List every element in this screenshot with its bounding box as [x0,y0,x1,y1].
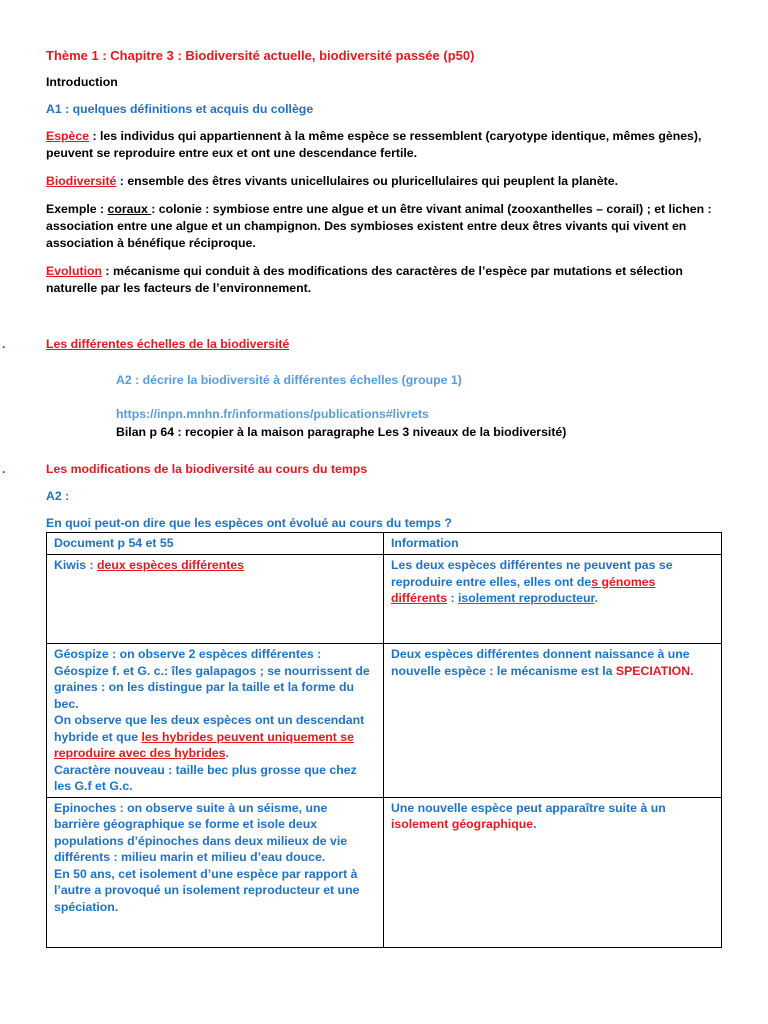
speciation-term: SPECIATION [615,663,691,678]
cell-epinoches-info [384,797,722,947]
term-coraux: coraux [107,202,152,216]
speciation-dot: . [690,663,694,678]
geospize-hybride-text: On observe que les deux espèces ont un descendant hybride et que [54,713,365,744]
documents-table [46,532,722,948]
kiwis-info-genomes: s génomes différents [391,574,656,605]
section2-question: En quoi peut-on dire que les espèces ont évolué au cours du temps ? [46,516,452,530]
intro-heading: Introduction [46,75,118,89]
section1-a2: A2 : décrire la biodiversité à différentes échelles (groupe 1) [116,373,462,387]
term-evolution: Evolution [46,264,103,278]
definition-evolution-text: : mécanisme qui conduit à des modifications des caractères de l’espèce par mutations et sélection naturelle par les facteurs de l’environnement. [46,264,683,295]
chapter-title: Thème 1 : Chapitre 3 : Biodiversité actuelle, biodiversité passée (p50) [46,48,475,63]
cell-geospize [47,644,384,798]
definition-biodiversite [46,173,726,190]
table-row [47,555,722,644]
cell-kiwis [47,555,384,644]
example-text: : colonie : symbiose entre une algue et un être vivant animal (zooxanthelles – corail) ; et lichen : association entre une algue et un champignon. Des symbioses existent entre deux êtres vivants qui vivent en association à bénéfique réciproque. [46,202,712,250]
section2-title: Les modifications de la biodiversité au cours du temps [46,462,368,476]
cell-epinoches [47,797,384,947]
section1-marker: . [2,337,6,351]
section2-a2: A2 : [46,489,70,503]
geographic-term: isolement géographique [391,817,534,831]
geospize-hybride-dot: . [225,746,229,760]
kiwis-info-colon: : [447,591,458,605]
example-label: Exemple : [46,202,108,216]
epinoches-isolement: En 50 ans, cet isolement d’une espèce par rapport à l’autre a provoqué un isolement reproducteur et une spéciation. [54,866,360,914]
term-espece: Espèce [46,129,90,143]
geographic-text: Une nouvelle espèce peut apparaître suite à un [391,800,666,815]
definition-biodiversite-text: : ensemble des êtres vivants unicellulaires ou pluricellulaires qui peuplent la planète. [116,174,618,188]
cell-kiwis-info [384,555,722,644]
kiwis-info-isolement: isolement reproducteur [457,591,595,605]
geospize-caractere: Caractère nouveau : taille bec plus grosse que chez les G.f et G.c. [54,762,357,793]
geospize-hybride-highlight: les hybrides peuvent uniquement se reproduire avec des hybrides [54,729,354,760]
kiwis-label: Kiwis : [54,558,98,572]
cell-geospize-info [384,644,722,798]
definition-espece [46,128,726,162]
section1-title: Les différentes échelles de la biodiversité [46,337,290,351]
term-biodiversite: Biodiversité [46,174,117,188]
bilan-instruction: Bilan p 64 : recopier à la maison paragraphe Les 3 niveaux de la biodiversité) [116,425,567,439]
kiwis-info-text: Les deux espèces différentes ne peuvent pas se reproduire entre elles, elles ont de [391,558,673,589]
definition-evolution [46,263,726,297]
section2-marker: . [2,462,6,476]
geospize-text: Géospize : on observe 2 espèces différentes : Géospize f. et G. c.: îles galapagos ; se nourrissent de graines : on les distingue par la taille et la forme du bec. [54,647,370,711]
table-row [47,797,722,947]
kiwis-info-dot: . [594,591,599,605]
geographic-dot: . [533,817,537,831]
speciation-text: Deux espèces différentes donnent naissance à une nouvelle espèce : le mécanisme est la [391,647,690,678]
table-row [47,644,722,798]
a1-heading: A1 : quelques définitions et acquis du collège [46,102,314,116]
inpn-link[interactable]: https://inpn.mnhn.fr/informations/publications#livrets [116,407,429,421]
geospize-hybride [54,712,376,762]
example-paragraph [46,201,716,252]
epinoches-text: Epinoches : on observe suite à un séisme, une barrière géographique se forme et isole deux populations d’épinoches dans deux milieux de vie différents : milieu marin et milieu d’eau douce. [54,800,348,864]
header-document: Document p 54 et 55 [47,533,384,555]
table-header-row [47,533,722,555]
definition-espece-text: : les individus qui appartiennent à la même espèce se ressemblent (caryotype identique, mêmes gènes), peuvent se reproduire entre eux et ont une descendance fertile. [46,129,702,160]
header-information: Information [384,533,722,555]
kiwis-highlight: deux espèces différentes [97,558,244,572]
